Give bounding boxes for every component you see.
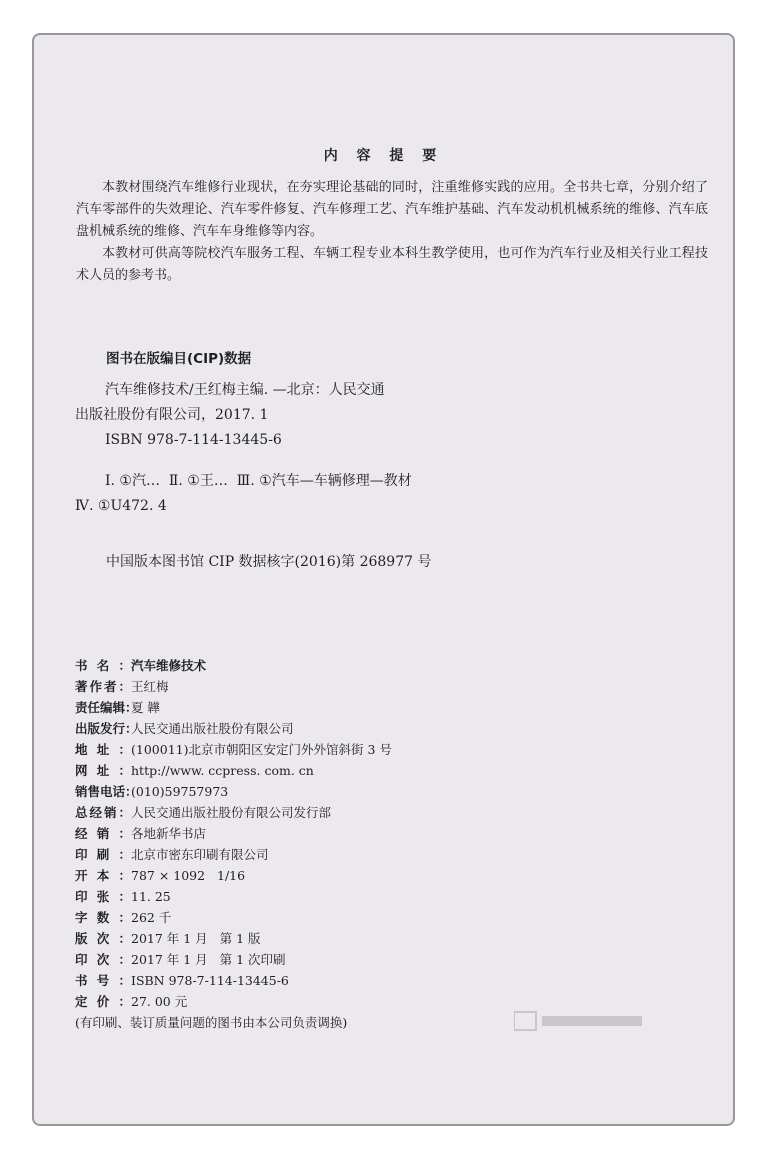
info-label: 书号： <box>75 973 131 988</box>
info-label: 印次： <box>75 952 131 967</box>
info-row <box>75 865 392 886</box>
info-value: 27. 00 元 <box>131 994 188 1009</box>
abstract-text <box>76 177 708 287</box>
info-row <box>75 718 392 739</box>
info-value: 各地新华书店 <box>131 826 207 841</box>
info-label: 字数： <box>75 910 131 925</box>
info-value: ISBN 978-7-114-13445-6 <box>131 973 289 988</box>
quality-note: (有印刷、装订质量问题的图书由本公司负责调换) <box>75 1015 348 1030</box>
abstract-heading: 内 容 提 要 <box>323 148 444 164</box>
info-value: 262 千 <box>131 910 172 925</box>
info-value: http://www. ccpress. com. cn <box>131 763 314 778</box>
info-value: 787 × 1092 1/16 <box>131 868 246 883</box>
info-label: 印张： <box>75 889 131 904</box>
info-label: 地址： <box>75 742 131 757</box>
info-row <box>75 760 392 781</box>
cip-record <box>75 378 675 519</box>
cip-line: 汽车维修技术/王红梅主编. —北京：人民交通 <box>105 382 385 398</box>
cip-classification: Ⅰ. ①汽… Ⅱ. ①王… Ⅲ. ①汽车—车辆修理—教材 <box>105 473 412 489</box>
info-row <box>75 802 392 823</box>
info-value: 北京市密东印刷有限公司 <box>131 847 269 862</box>
publication-info <box>75 655 392 1033</box>
info-value: 11. 25 <box>131 889 171 904</box>
abstract-paragraph: 本教材可供高等院校汽车服务工程、车辆工程专业本科生教学使用，也可作为汽车行业及相关行业工程技术人员的参考书。 <box>76 246 708 283</box>
info-label: 版次： <box>75 931 131 946</box>
info-row <box>75 949 392 970</box>
copyright-page <box>32 33 735 1126</box>
info-value: (100011)北京市朝阳区安定门外外馆斜街 3 号 <box>131 742 392 757</box>
info-row <box>75 676 392 697</box>
info-row <box>75 886 392 907</box>
cip-number: 中国版本图书馆 CIP 数据核字(2016)第 268977 号 <box>106 554 432 570</box>
info-row <box>75 823 392 844</box>
info-value: 人民交通出版社股份有限公司发行部 <box>131 805 332 820</box>
info-label: 著作者： <box>75 679 131 694</box>
info-value: 人民交通出版社股份有限公司 <box>131 721 294 736</box>
info-label: 印刷： <box>75 847 131 862</box>
info-row <box>75 991 392 1012</box>
info-label: 销售电话： <box>75 784 138 799</box>
info-label: 网址： <box>75 763 131 778</box>
abstract-paragraph: 本教材围绕汽车维修行业现状，在夯实理论基础的同时，注重维修实践的应用。全书共七章，分别介绍了汽车零部件的失效理论、汽车零件修复、汽车修理工艺、汽车维护基础、汽车发动机机械系统的维修、汽车底盘机械系统的维修、汽车车身维修等内容。 <box>76 180 708 239</box>
info-row <box>75 697 392 718</box>
info-label: 开本： <box>75 868 131 883</box>
cip-title: 图书在版编目(CIP)数据 <box>106 351 252 367</box>
info-label: 出版发行： <box>75 721 138 736</box>
publisher-logo-icon <box>514 1010 644 1032</box>
info-value: 汽车维修技术 <box>131 658 207 673</box>
cip-classification: Ⅳ. ①U472. 4 <box>75 498 167 514</box>
info-row <box>75 844 392 865</box>
info-label: 书名： <box>75 658 131 673</box>
info-label: 经销： <box>75 826 131 841</box>
cip-isbn: ISBN 978-7-114-13445-6 <box>105 432 282 448</box>
cip-line: 出版社股份有限公司，2017. 1 <box>75 407 269 423</box>
info-label: 总经销： <box>75 805 131 820</box>
info-value: 2017 年 1 月 第 1 次印刷 <box>131 952 286 967</box>
info-row <box>75 781 392 802</box>
info-label: 定价： <box>75 994 131 1009</box>
info-value: 2017 年 1 月 第 1 版 <box>131 931 261 946</box>
info-row <box>75 907 392 928</box>
info-value: (010)59757973 <box>131 784 229 799</box>
info-row <box>75 655 392 676</box>
info-row <box>75 970 392 991</box>
info-row <box>75 739 392 760</box>
info-value: 夏 韡 <box>131 700 160 715</box>
info-row <box>75 928 392 949</box>
info-value: 王红梅 <box>131 679 169 694</box>
info-label: 责任编辑： <box>75 700 138 715</box>
